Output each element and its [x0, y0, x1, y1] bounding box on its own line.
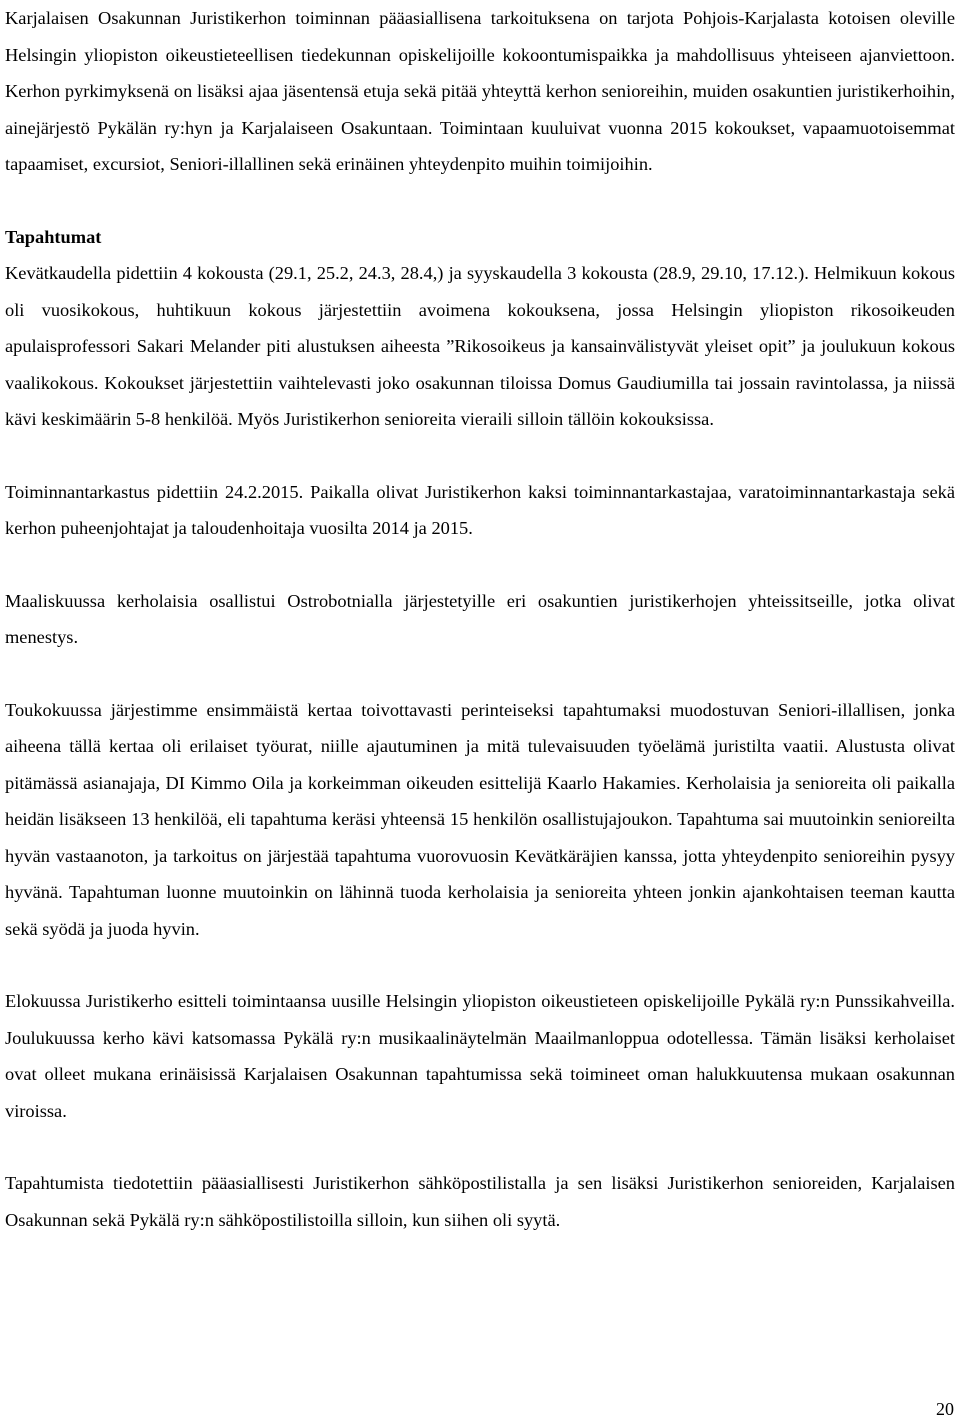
spacer [5, 1129, 955, 1165]
intro-paragraph: Karjalaisen Osakunnan Juristikerhon toiminnan pääasiallisena tarkoituksena on tarjota Pohjois-Karjalasta kotoisen oleville Helsingin yliopiston oikeustieteellisen tiedekunnan opiskelijoille kokoontumispaikka ja mahdollisuus yhteiseen ajanviettoon. Kerhon pyrkimyksenä on lisäksi ajaa jäsentensä etuja sekä pitää yhteyttä kerhon senioreihin, muiden osakuntien juristikerhoihin, ainejärjestö Pykälän ry:hyn ja Karjalaiseen Osakuntaan. Toimintaan kuuluivat vuonna 2015 kokoukset, vapaamuotoisemmat tapaamiset, excursiot, Seniori-illallinen sekä erinäinen yhteydenpito muihin toimijoihin. [5, 8, 955, 174]
document-page [5, 0, 955, 1238]
august-paragraph: Elokuussa Juristikerho esitteli toimintaansa uusille Helsingin yliopiston oikeustieteen opiskelijoille Pykälä ry:n Punssikahveilla. Joulukuussa kerho kävi katsomassa Pykälä ry:n musikaalinäytelmän Maailmanloppua odotellessa. Tämän lisäksi kerholaiset ovat olleet mukana erinäisissä Karjalaisen Osakunnan tapahtumissa sekä toimineet oman halukkuutensa mukaan osakunnan viroissa. [5, 991, 955, 1121]
info-paragraph: Tapahtumista tiedotettiin pääasiallisesti Juristikerhon sähköpostilistalla ja sen lisäksi Juristikerhon senioreiden, Karjalaisen Osakunnan sekä Pykälä ry:n sähköpostilistoilla silloin, kun siihen oli syytä. [5, 1173, 955, 1230]
spacer [5, 547, 955, 583]
section-heading: Tapahtumat [5, 226, 102, 247]
meetings-paragraph: Kevätkaudella pidettiin 4 kokousta (29.1, 25.2, 24.3, 28.4,) ja syyskaudella 3 kokousta (28.9, 29.10, 17.12.). Helmikuun kokous oli vuosikokous, huhtikuun kokous järjestettiin avoimena kokouksena, jossa Helsingin yliopiston rikosoikeuden apulaisprofessori Sakari Melander piti alustuksen aiheesta ”Rikosoikeus ja kansainvälistyvät yleiset opit” ja joulukuun kokous vaalikokous. Kokoukset järjestettiin vaihtelevasti joko osakunnan tiloissa Domus Gaudiumilla tai jossain ravintolassa, ja niissä kävi keskimäärin 5-8 henkilöä. Myös Juristikerhon senioreita vieraili silloin tällöin kokouksissa. [5, 263, 955, 429]
spacer [5, 183, 955, 219]
page-number: 20 [936, 1399, 954, 1419]
may-paragraph: Toukokuussa järjestimme ensimmäistä kertaa toivottavasti perinteiseksi tapahtumaksi muodostuvan Seniori-illallisen, jonka aiheena tällä kertaa oli erilaiset työurat, niille ajautuminen ja mitä tulevaisuuden työelämä juristilta vaatii. Alustusta olivat pitämässä asianajaja, DI Kimmo Oila ja korkeimman oikeuden esittelijä Kaarlo Hakamies. Kerholaisia ja senioreita oli paikalla heidän lisäkseen 13 henkilöä, eli tapahtuma keräsi yhteensä 15 henkilön osallistujajoukon. Tapahtuma sai muutoinkin senioreilta hyvän vastaanoton, ja tarkoitus on järjestää tapahtuma vuorovuosin Kevätkäräjien kanssa, jotta yhteydenpito senioreihin pysyy hyvänä. Tapahtuman luonne muutoinkin on lähinnä tuoda kerholaisia ja senioreita yhteen jonkin ajankohtaisen teeman kautta sekä syödä ja juoda hyvin. [5, 699, 955, 939]
march-paragraph: Maaliskuussa kerholaisia osallistui Ostrobotnialla järjestetyille eri osakuntien juristikerhojen yhteissitseille, jotka olivat menestys. [5, 590, 955, 647]
spacer [5, 947, 955, 983]
spacer [5, 438, 955, 474]
audit-paragraph: Toiminnantarkastus pidettiin 24.2.2015. Paikalla olivat Juristikerhon kaksi toiminnantarkastajaa, varatoiminnantarkastaja sekä kerhon puheenjohtajat ja taloudenhoitaja vuosilta 2014 ja 2015. [5, 481, 955, 538]
spacer [5, 656, 955, 692]
